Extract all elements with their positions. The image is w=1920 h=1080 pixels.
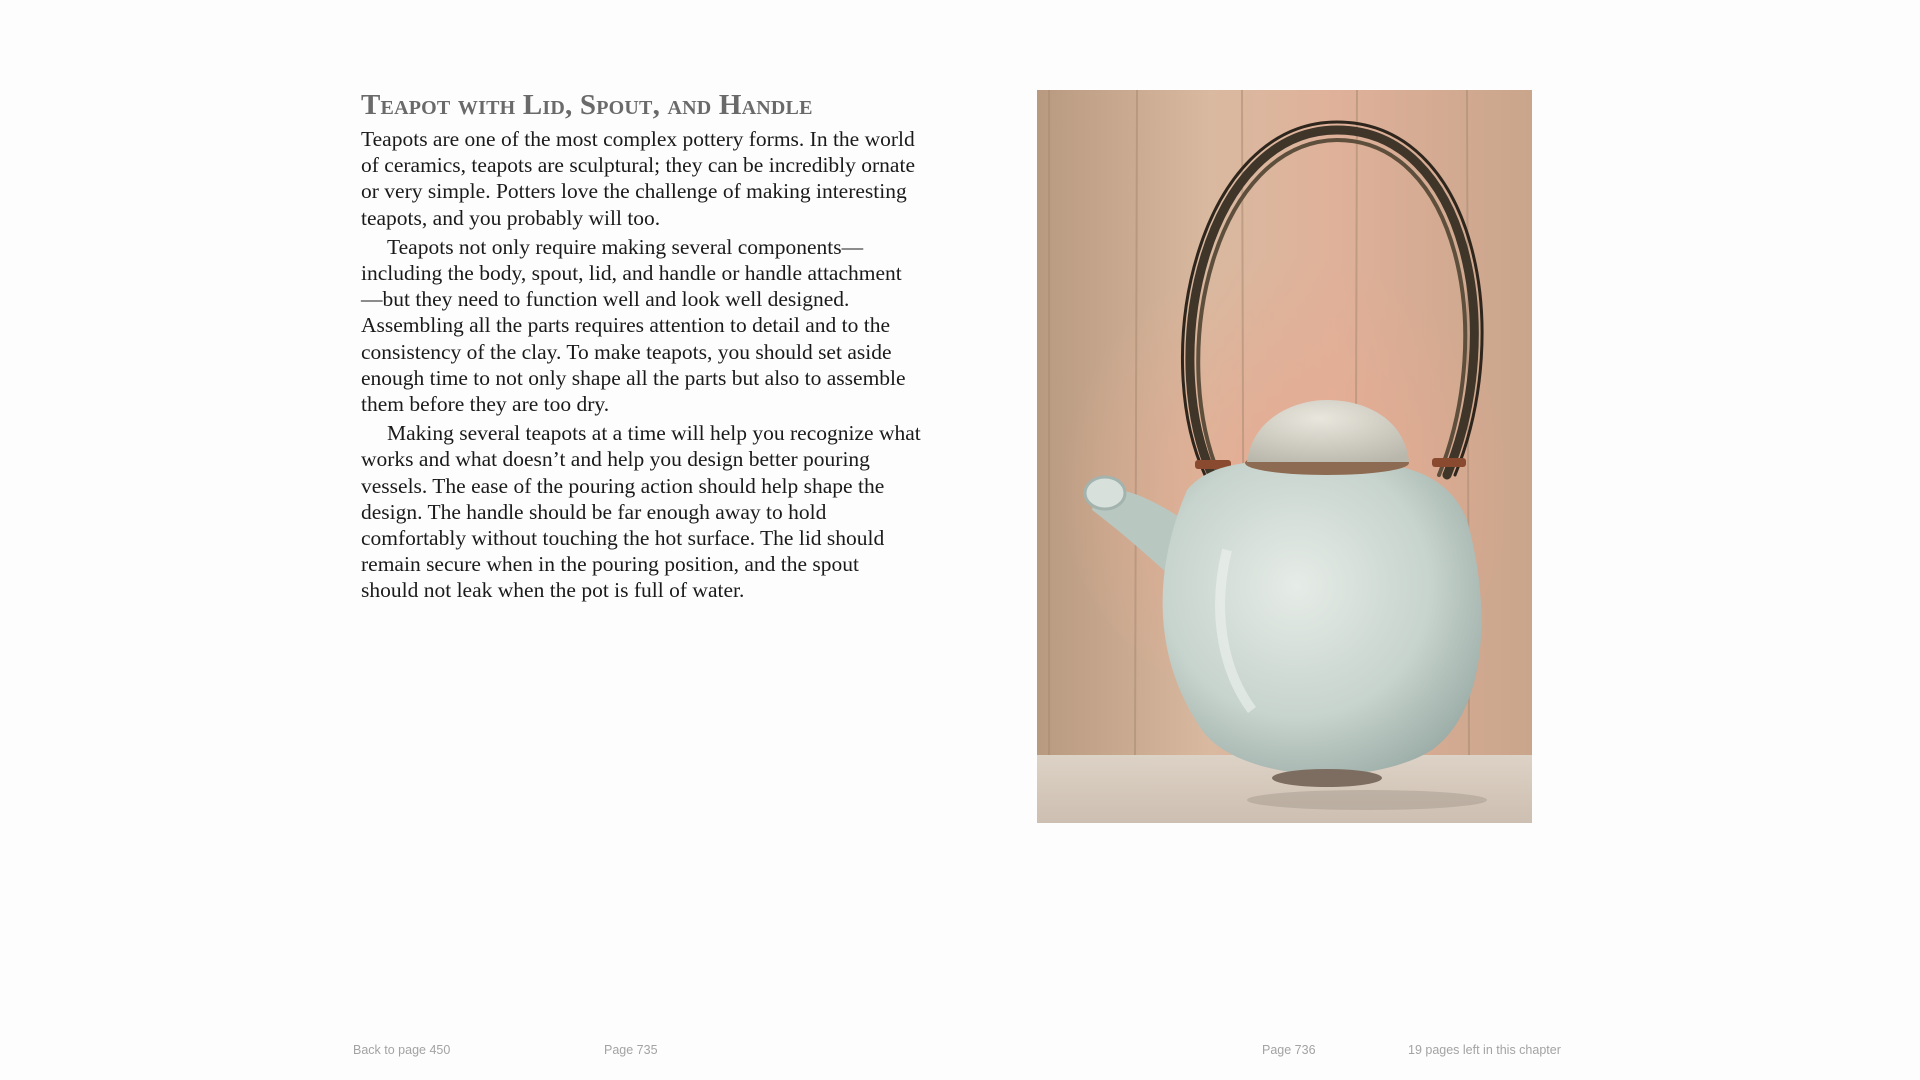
section-title: Teapot with Lid, Spout, and Handle	[361, 89, 813, 121]
back-to-page-link[interactable]: Back to page 450	[353, 1043, 451, 1057]
left-page	[361, 88, 921, 607]
teapot-illustration	[1037, 90, 1532, 823]
right-page-number: Page 736	[1262, 1043, 1316, 1057]
teapot-photo	[1037, 90, 1532, 823]
paragraph-3: Making several teapots at a time will help you recognize what works and what doesn’t and help you design better pouring vessels. The ease of the pouring action should help shape the design. The handle should be far enough away to hold comfortably without touching the hot surface. The lid should remain secure when in the pouring position, and the spout should not leak when the pot is full of water.	[361, 421, 921, 603]
paragraph-2: Teapots not only require making several components— including the body, spout, lid, and handle or handle attachment—but they need to function well and look well designed. Assembling all the parts requires attention to detail and to the consistency of the clay. To make teapots, you should set aside enough time to not only shape all the parts but also to assemble them before they are too dry.	[361, 234, 906, 417]
left-page-number: Page 735	[604, 1043, 658, 1057]
pages-left-in-chapter: 19 pages left in this chapter	[1408, 1043, 1561, 1057]
paragraph-1: Teapots are one of the most complex pottery forms. In the world of ceramics, teapots are sculptural; they can be incredibly ornate or very simple. Potters love the challenge of making interesting teapots, and you probably will too.	[361, 127, 915, 230]
